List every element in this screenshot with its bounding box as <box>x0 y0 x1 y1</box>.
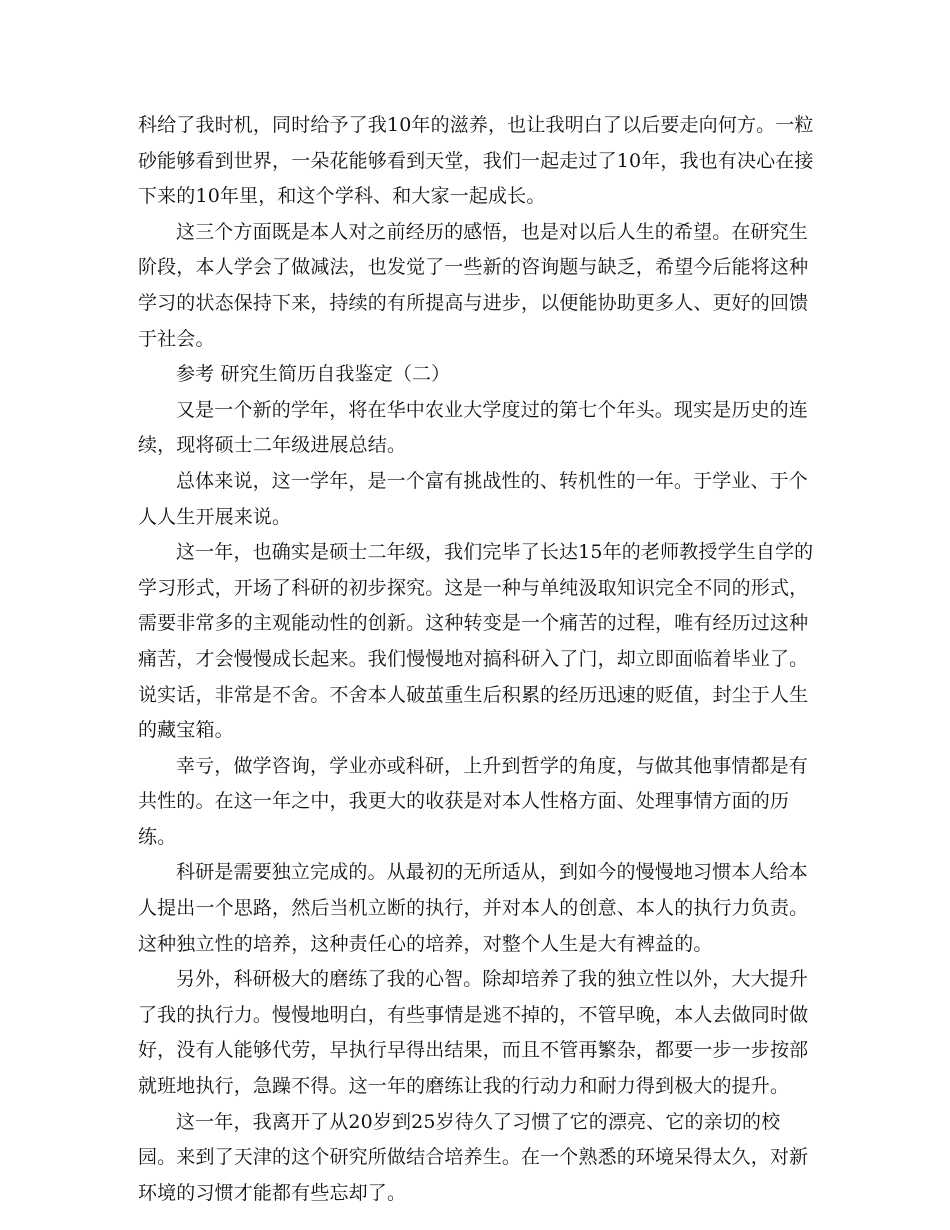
paragraph-1: 科给了我时机，同时给予了我10年的滋养，也让我明白了以后要走向何方。一粒砂能够看到世界，一朵花能够看到天堂，我们一起走过了10年，我也有决心在接下来的10年里，和这个学科、和大家一起成长。 <box>138 114 814 208</box>
paragraph-5: 总体来说，这一学年，是一个富有挑战性的、转机性的一年。于学业、于个人人生开展来说。 <box>138 469 808 528</box>
paragraph-8: 科研是需要独立完成的。从最初的无所适从，到如今的慢慢地习惯本人给本人提出一个思路，然后当机立断的执行，并对本人的创意、本人的执行力负责。这种独立性的培养，这种责任心的培养，对整个人生是大有裨益的。 <box>138 861 809 955</box>
paragraph-9: 另外，科研极大的磨练了我的心智。除却培养了我的独立性以外，大大提升了我的执行力。慢慢地明白，有些事情是逃不掉的，不管早晚，本人去做同时做 好，没有人能够代劳，早执行早得出结果，而且不管再繁杂，都要一步一步按部就班地执行，急躁不得。这一年的磨练让我的行动力和耐力得到极大的提升。 <box>138 968 809 1098</box>
paragraph-10: 这一年，我离开了从20岁到25岁待久了习惯了它的漂亮、它的亲切的校园。来到了天津的这个研究所做结合培养生。在一个熟悉的环境呆得太久，对新环境的习惯才能都有些忘却了。 <box>138 1110 809 1204</box>
paragraph-6: 这一年，也确实是硕士二年级，我们完毕了长达15年的老师教授学生自学的学习形式，开场了科研的初步探究。这是一种与单纯汲取知识完全不同的形式，需要非常多的主观能动性的创新。这种转变是一个痛苦的过程，唯有经历过这种痛苦，才会慢慢成长起来。我们慢慢地对搞科研入了门，却立即面临着毕业了。说实话，非常是不舍。不舍本人破茧重生后积累的经历迅速的贬值，封尘于人生的藏宝箱。 <box>138 541 814 742</box>
paragraph-4: 又是一个新的学年，将在华中农业大学度过的第七个年头。现实是历史的连续，现将硕士二年级进展总结。 <box>138 398 808 457</box>
paragraph-2: 这三个方面既是本人对之前经历的感悟，也是对以后人生的希望。在研究生阶段，本人学会了做减法，也发觉了一些新的咨询题与缺乏，希望今后能将这种学习的状态保持下来，持续的有所提高与进步，以便能协助更多人、更好的回馈于社会。 <box>138 220 809 350</box>
document-page <box>138 108 818 1204</box>
paragraph-7: 幸亏，做学咨询，学业亦或科研，上升到哲学的角度，与做其他事情都是有共性的。在这一年之中，我更大的收获是对本人性格方面、处理事情方面的历练。 <box>138 754 808 848</box>
section-heading: 参考 研究生简历自我鉴定（二） <box>176 363 451 386</box>
